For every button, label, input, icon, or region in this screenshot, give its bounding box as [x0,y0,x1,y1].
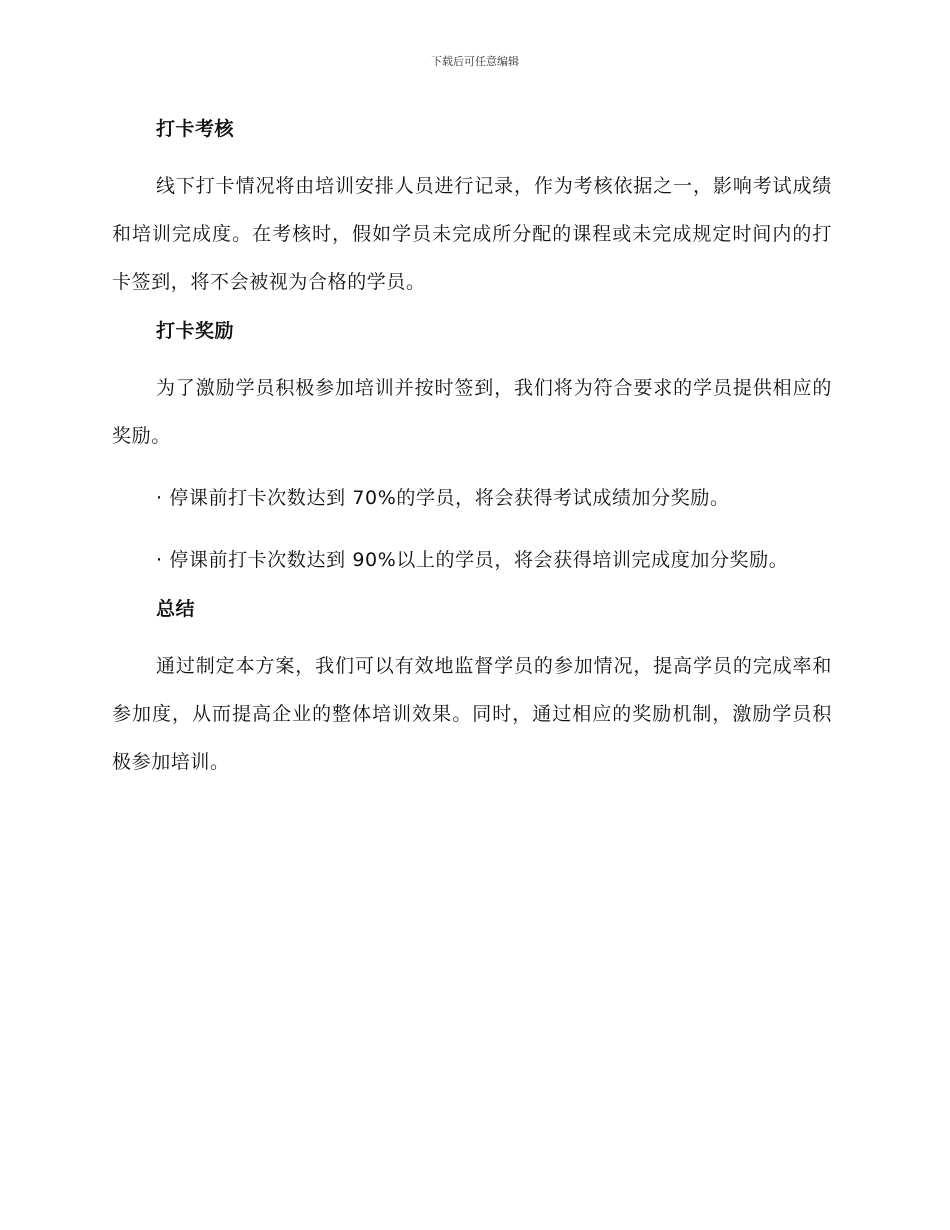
paragraph: 线下打卡情况将由培训安排人员进行记录，作为考核依据之一，影响考试成绩和培训完成度。在考核时，假如学员未完成所分配的课程或未完成规定时间内的打卡签到，将不会被视为合格的学员。 [112,175,832,293]
section-summary [112,590,832,786]
section-heading: 总结 [156,598,196,620]
section-checkin-assessment [112,110,832,306]
section-checkin-reward [112,312,832,584]
paragraph: 通过制定本方案，我们可以有效地监督学员的参加情况，提高学员的完成率和参加度，从而提高企业的整体培训效果。同时，通过相应的奖励机制，激励学员积极参加培训。 [112,655,832,773]
document-body [112,110,832,786]
bullet-item: · 停课前打卡次数达到 90%以上的学员，将会获得培训完成度加分奖励。 [156,549,789,571]
paragraph: 为了激励学员积极参加培训并按时签到，我们将为符合要求的学员提供相应的奖励。 [112,377,832,447]
section-heading: 打卡考核 [156,118,235,140]
section-heading: 打卡奖励 [156,320,235,342]
page-header: 下载后可任意编辑 [431,55,519,68]
bullet-item: · 停课前打卡次数达到 70%的学员，将会获得考试成绩加分奖励。 [156,487,730,509]
